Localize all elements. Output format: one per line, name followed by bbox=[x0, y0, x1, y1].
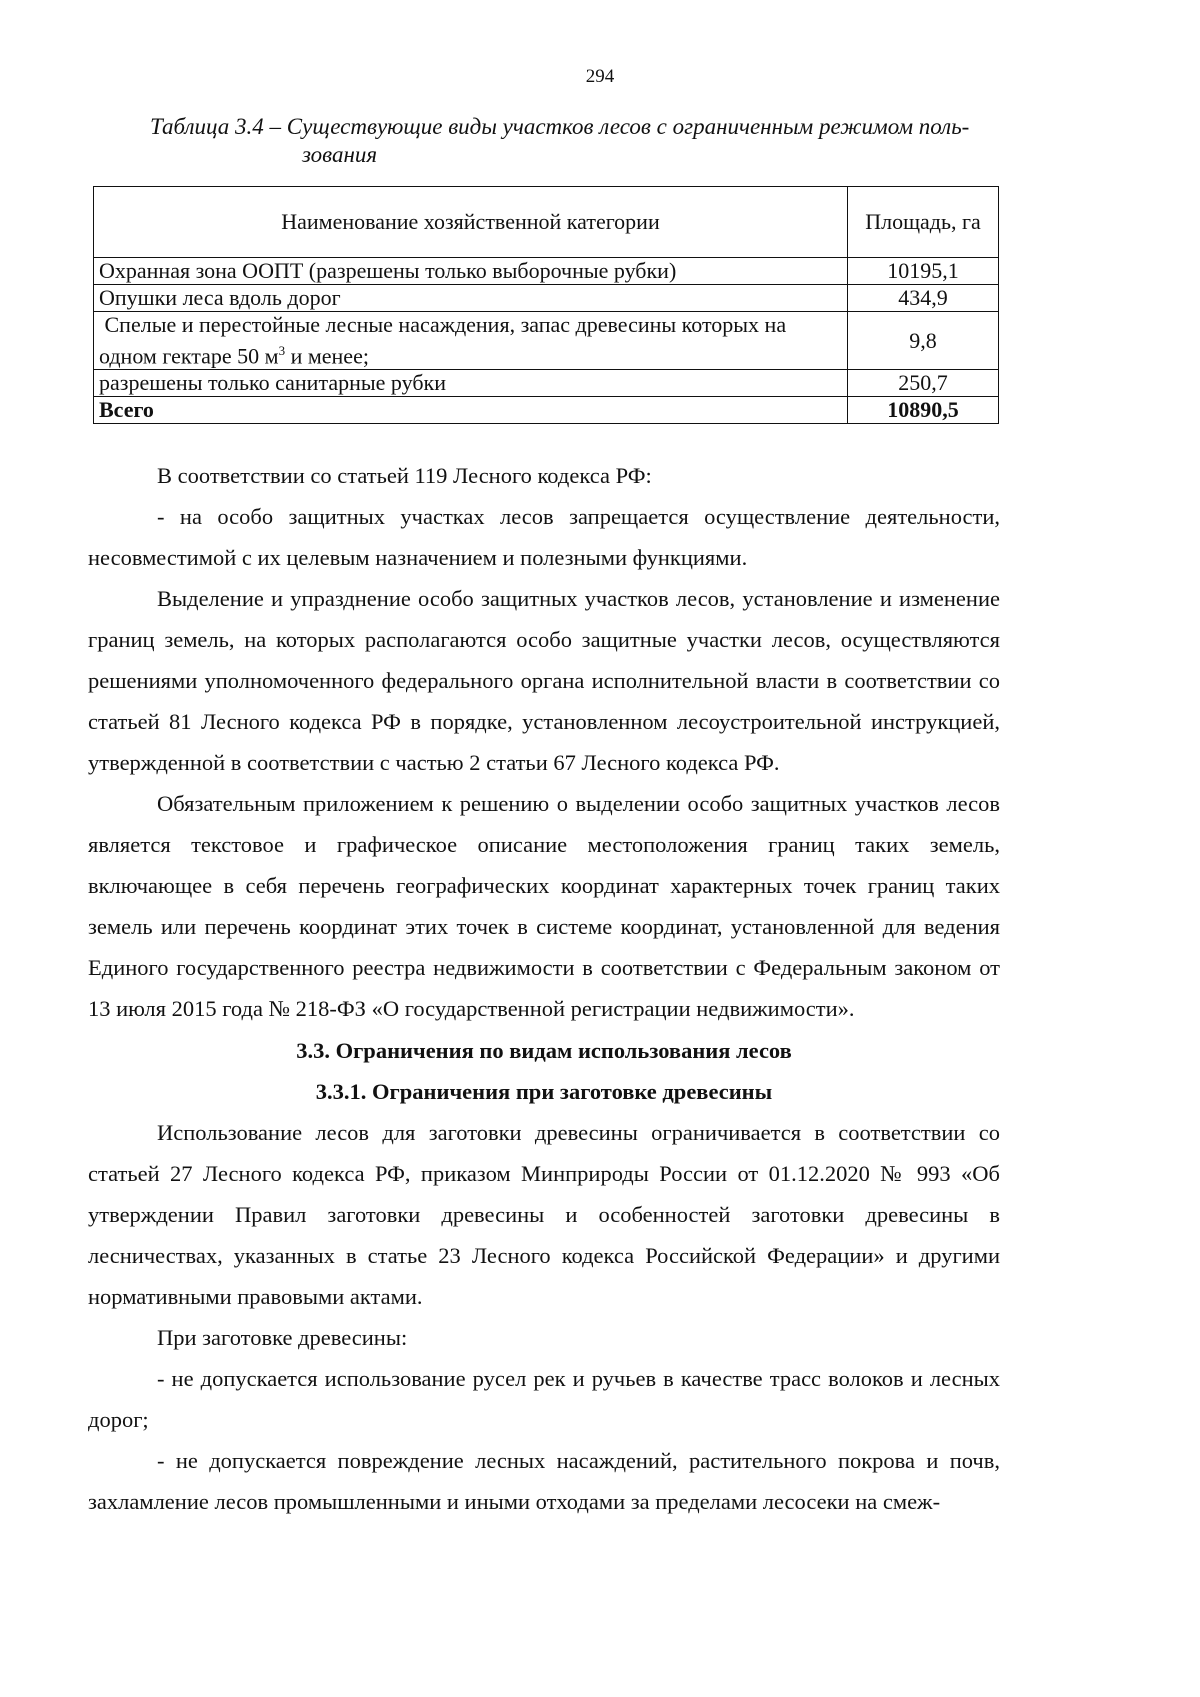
row-category-text: Спелые и перестойные лесные насаждения, запас древесины которых на одном гектаре 50 м bbox=[99, 312, 792, 369]
row-area: 10195,1 bbox=[848, 258, 999, 285]
paragraph: - на особо защитных участках лесов запрещается осуществление деятельности, несовместимой с их целевым назначением и полезными функциями. bbox=[88, 504, 1000, 570]
paragraph: В соответствии со статьей 119 Лесного кодекса РФ: bbox=[157, 463, 652, 488]
table-row bbox=[94, 285, 999, 312]
row-category-sup: 3 bbox=[278, 343, 286, 358]
table-caption bbox=[150, 113, 1040, 169]
row-category: Опушки леса вдоль дорог bbox=[94, 285, 848, 312]
table-header-row bbox=[94, 187, 999, 258]
subsection-heading: 3.3.1. Ограничения при заготовке древесины bbox=[315, 1079, 773, 1104]
row-area: 250,7 bbox=[848, 370, 999, 397]
table-row bbox=[94, 312, 999, 370]
table-total-row bbox=[94, 397, 999, 424]
row-area: 434,9 bbox=[848, 285, 999, 312]
total-label: Всего bbox=[94, 397, 848, 424]
document-body bbox=[88, 455, 1000, 1522]
table-caption-line2: зования bbox=[302, 142, 378, 167]
paragraph: Выделение и упразднение особо защитных участков лесов, установление и изменение границ земель, на которых располагаются особо защитные участки лесов, осуществляются решениями уполномоченного федерального органа исполнительной власти в соответствии со статьей 81 Лесного кодекса РФ в порядке, установленном лесоустроительной инструкцией, утвержденной в соответствии с частью 2 статьи 67 Лесного кодекса РФ. bbox=[88, 586, 1000, 775]
table-row bbox=[94, 258, 999, 285]
paragraph: - не допускается повреждение лесных насаждений, растительного покрова и почв, захламление лесов промышленными и иными отходами за пределами лесосеки на смеж- bbox=[88, 1448, 1000, 1514]
forest-areas-table bbox=[93, 186, 999, 424]
row-area: 9,8 bbox=[848, 312, 999, 370]
table-caption-line1: Таблица 3.4 – Существующие виды участков лесов с ограниченным режимом поль- bbox=[150, 114, 970, 139]
paragraph: Обязательным приложением к решению о выделении особо защитных участков лесов является текстовое и графическое описание местоположения границ таких земель, включающее в себя перечень географических координат характерных точек границ таких земель или перечень координат этих точек в системе координат, установленной для ведения Единого государственного реестра недвижимости в соответствии с Федеральным законом от 13 июля 2015 года № 218-ФЗ «О государственной регистрации недвижимости». bbox=[88, 791, 1000, 1021]
row-category: Охранная зона ООПТ (разрешены только выборочные рубки) bbox=[94, 258, 848, 285]
row-category-text-end: и менее; bbox=[285, 343, 369, 369]
total-area: 10890,5 bbox=[848, 397, 999, 424]
row-category: разрешены только санитарные рубки bbox=[94, 370, 848, 397]
page-number: 294 bbox=[585, 66, 615, 87]
paragraph: Использование лесов для заготовки древесины ограничивается в соответствии со статьей 27 Лесного кодекса РФ, приказом Минприроды России от 01.12.2020 № 993 «Об утверждении Правил заготовки древесины и особенностей заготовки древесины в лесничествах, указанных в статье 23 Лесного кодекса Российской Федерации» и другими нормативными правовыми актами. bbox=[88, 1120, 1000, 1309]
table-row bbox=[94, 370, 999, 397]
section-heading: 3.3. Ограничения по видам использования лесов bbox=[296, 1038, 792, 1063]
header-category: Наименование хозяйственной категории bbox=[94, 187, 848, 258]
paragraph: При заготовке древесины: bbox=[157, 1325, 408, 1350]
paragraph: - не допускается использование русел рек и ручьев в качестве трасс волоков и лесных дорог; bbox=[88, 1366, 1000, 1432]
row-category bbox=[94, 312, 848, 370]
header-area: Площадь, га bbox=[848, 187, 999, 258]
